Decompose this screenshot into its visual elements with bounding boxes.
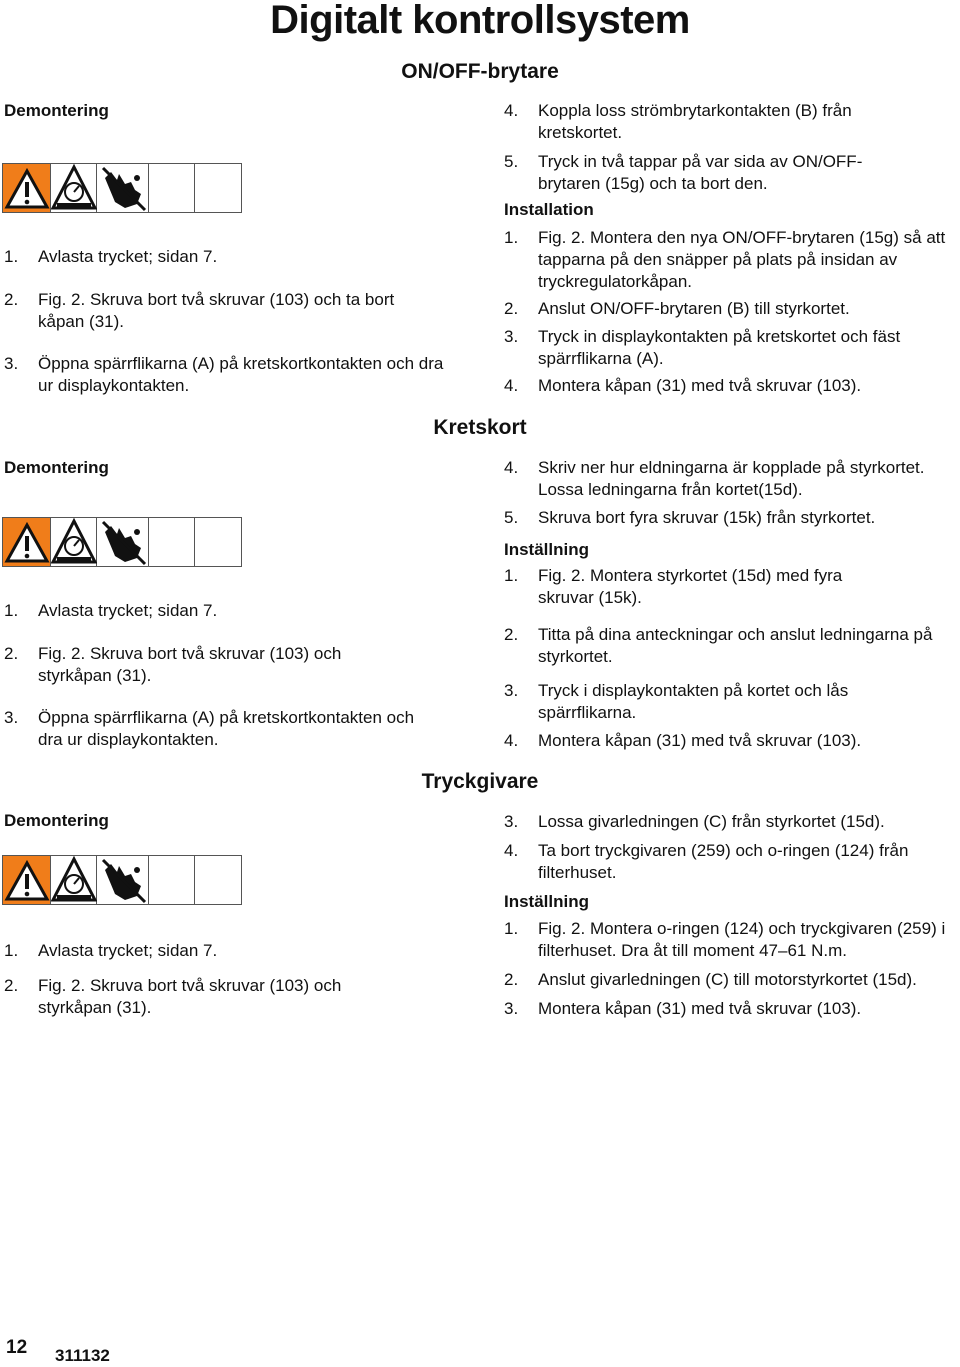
demontering-label: Demontering (4, 811, 109, 830)
pressure-relief-icon (51, 856, 97, 904)
installation-label: Installation (504, 200, 594, 219)
warning-icon-strip (2, 163, 242, 213)
no-hands-icon (97, 164, 149, 212)
pressure-relief-icon (51, 164, 97, 212)
demontering-label: Demontering (4, 101, 109, 120)
document-number: 311132 (55, 1346, 110, 1365)
warning-triangle-icon (3, 856, 51, 904)
no-hands-icon (97, 518, 149, 566)
warning-icon-strip (2, 517, 242, 567)
section-heading-kretskort: Kretskort (433, 416, 527, 439)
demontering-label: Demontering (4, 458, 109, 477)
installning-label: Inställning (504, 892, 589, 911)
pressure-relief-icon (51, 518, 97, 566)
installning-label: Inställning (504, 540, 589, 559)
empty-icon-cell (195, 164, 241, 212)
warning-icon-strip (2, 855, 242, 905)
empty-icon-cell (149, 856, 195, 904)
section-heading-onoff: ON/OFF-brytare (401, 60, 559, 83)
empty-icon-cell (195, 856, 241, 904)
page-title: Digitalt kontrollsystem (270, 0, 690, 42)
no-hands-icon (97, 856, 149, 904)
empty-icon-cell (149, 164, 195, 212)
page-number: 12 (6, 1337, 28, 1358)
empty-icon-cell (149, 518, 195, 566)
empty-icon-cell (195, 518, 241, 566)
warning-triangle-icon (3, 164, 51, 212)
section-heading-tryckgivare: Tryckgivare (421, 770, 539, 793)
warning-triangle-icon (3, 518, 51, 566)
